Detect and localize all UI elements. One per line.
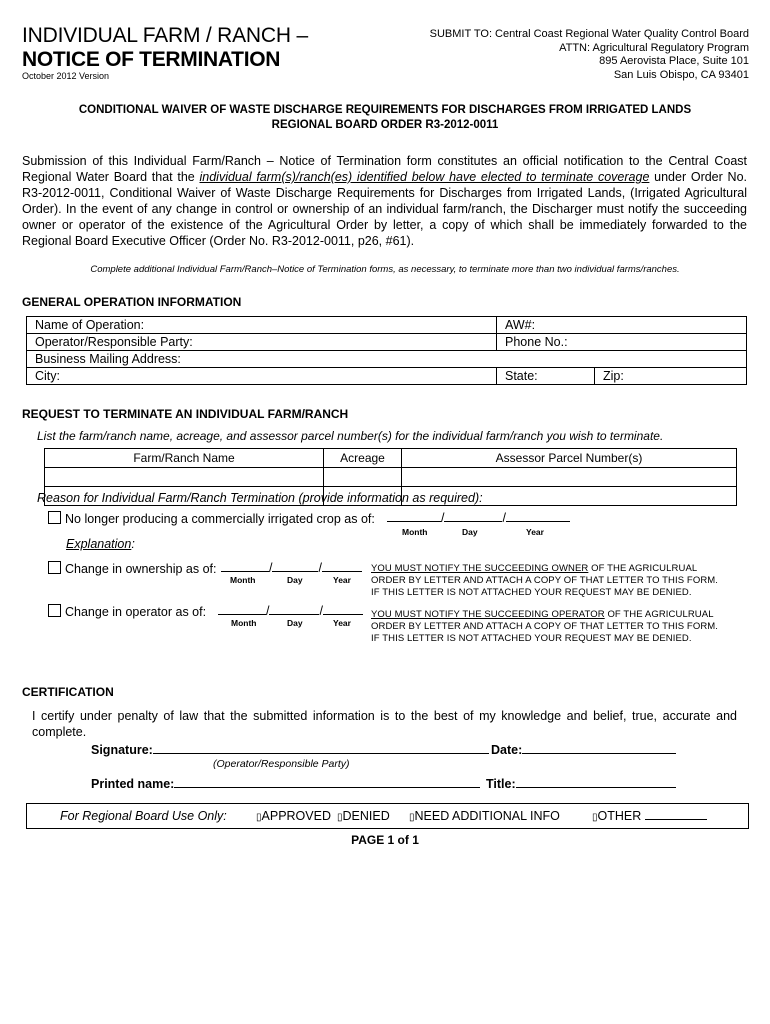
date-label: Date: bbox=[491, 743, 523, 757]
checkbox-glyph[interactable]: ▯ bbox=[256, 812, 262, 823]
checkbox-glyph[interactable]: ▯ bbox=[337, 812, 343, 823]
signature-line[interactable] bbox=[153, 753, 489, 754]
date-field-opt2[interactable] bbox=[221, 561, 362, 575]
reason-label: Reason for Individual Farm/Ranch Termination (provide information as required): bbox=[37, 491, 483, 505]
apn-cell[interactable] bbox=[402, 468, 737, 487]
date-field-opt3[interactable] bbox=[218, 604, 363, 618]
checkbox[interactable] bbox=[48, 511, 61, 524]
day-caption: Day bbox=[462, 527, 478, 537]
other-option[interactable] bbox=[592, 809, 707, 823]
slash: / bbox=[269, 561, 273, 575]
warning-emphasis: YOU MUST NOTIFY THE SUCCEEDING OWNER bbox=[371, 563, 589, 574]
other-label: OTHER bbox=[597, 809, 642, 823]
intro-underlined: individual farm(s)/ranch(es) identified below have elected to terminate coverage bbox=[199, 170, 650, 184]
slash: / bbox=[318, 561, 322, 575]
farm-name-cell[interactable] bbox=[45, 468, 324, 487]
column-header-acreage: Acreage bbox=[324, 449, 402, 468]
need-info-option[interactable] bbox=[409, 809, 560, 823]
slash: / bbox=[502, 511, 506, 525]
warning-text: ORDER BY LETTER AND ATTACH A COPY OF THAT LETTER TO THIS FORM. bbox=[371, 621, 719, 632]
submit-line: San Luis Obispo, CA 93401 bbox=[613, 68, 749, 81]
signature-caption: (Operator/Responsible Party) bbox=[213, 758, 350, 770]
slash: / bbox=[319, 604, 323, 618]
intro-paragraph bbox=[22, 153, 747, 249]
form-title-line1: INDIVIDUAL FARM / RANCH – bbox=[22, 24, 308, 47]
month-caption: Month bbox=[231, 618, 257, 628]
day-caption: Day bbox=[287, 618, 303, 628]
date-row[interactable] bbox=[491, 743, 676, 757]
page-number: PAGE 1 of 1 bbox=[351, 833, 419, 847]
general-operation-heading: GENERAL OPERATION INFORMATION bbox=[22, 295, 242, 309]
signature-label: Signature: bbox=[91, 743, 153, 757]
certification-text: I certify under penalty of law that the submitted information is to the best of my knowledge and belief, true, accurate and complete. bbox=[32, 709, 737, 739]
request-instruction: List the farm/ranch name, acreage, and assessor parcel number(s) for the individual farm/ranch you wish to terminate. bbox=[37, 429, 664, 443]
checkbox-glyph[interactable]: ▯ bbox=[409, 812, 415, 823]
column-header-farm-name: Farm/Ranch Name bbox=[45, 449, 324, 468]
slash: / bbox=[441, 511, 445, 525]
checkbox[interactable] bbox=[48, 604, 61, 617]
printed-name-line[interactable] bbox=[174, 787, 480, 788]
day-caption: Day bbox=[287, 575, 303, 585]
approved-label: APPROVED bbox=[261, 809, 331, 823]
phone-field[interactable]: Phone No.: bbox=[497, 334, 747, 351]
title-line[interactable] bbox=[516, 787, 676, 788]
general-operation-table bbox=[26, 316, 747, 385]
submit-line: 895 Aerovista Place, Suite 101 bbox=[599, 55, 749, 67]
ownership-warning bbox=[371, 563, 718, 599]
column-header-apn: Assessor Parcel Number(s) bbox=[402, 449, 737, 468]
aw-number-field[interactable]: AW#: bbox=[497, 317, 747, 334]
operator-field[interactable]: Operator/Responsible Party: bbox=[27, 334, 497, 351]
printed-name-label: Printed name: bbox=[91, 777, 175, 791]
submit-line: ATTN: Agricultural Regulatory Program bbox=[559, 41, 749, 54]
signature-row[interactable] bbox=[91, 743, 489, 757]
explanation-text: Explanation bbox=[66, 537, 132, 551]
intro-part2: under Order No. R3-2012-0011, Conditional Waiver of Waste Discharge Requirements for Discharges from Irrigated Lands, (Irrigated Agricultural Order). In the event of any change in control or ownership of an individual farm/ranch, the Discharger must notify the succeeding owner or operator of the existence of the Agricultural Order by letter, a copy of which shall be immediately forwarded to the Regional Board Executive Officer (Order No. R3-2012-0011, p26, #61). bbox=[22, 170, 747, 248]
acreage-cell[interactable] bbox=[324, 468, 402, 487]
title-label: Title: bbox=[486, 777, 516, 791]
slash: / bbox=[266, 604, 270, 618]
warning-text: IF THIS LETTER IS NOT ATTACHED YOUR REQUEST MAY BE DENIED. bbox=[371, 587, 692, 598]
approved-option[interactable] bbox=[256, 809, 331, 823]
option-label: Change in operator as of: bbox=[65, 605, 207, 619]
month-caption: Month bbox=[402, 527, 428, 537]
form-version: October 2012 Version bbox=[22, 71, 110, 81]
option-no-longer-producing[interactable] bbox=[48, 511, 375, 526]
warning-text: ORDER BY LETTER AND ATTACH A COPY OF THAT LETTER TO THIS FORM. bbox=[371, 575, 719, 586]
order-subtitle bbox=[0, 103, 770, 133]
form-title-line2: NOTICE OF TERMINATION bbox=[22, 48, 281, 71]
board-use-label: For Regional Board Use Only: bbox=[60, 809, 227, 823]
explanation-label bbox=[66, 537, 135, 551]
mailing-address-field[interactable]: Business Mailing Address: bbox=[27, 351, 747, 368]
certification-heading: CERTIFICATION bbox=[22, 685, 114, 699]
warning-text: IF THIS LETTER IS NOT ATTACHED YOUR REQUEST MAY BE DENIED. bbox=[371, 633, 692, 644]
warning-emphasis: YOU MUST NOTIFY THE SUCCEEDING OPERATOR bbox=[371, 609, 605, 620]
denied-option[interactable] bbox=[337, 809, 390, 823]
name-of-operation-field[interactable]: Name of Operation: bbox=[27, 317, 497, 334]
need-info-label: NEED ADDITIONAL INFO bbox=[414, 809, 560, 823]
request-heading: REQUEST TO TERMINATE AN INDIVIDUAL FARM/RANCH bbox=[22, 407, 349, 421]
intro-part1: Submission of this Individual Farm/Ranch – Notice of Termination form constitutes an official notification to the Central Coast Regional Water Board that the bbox=[22, 154, 747, 184]
year-caption: Year bbox=[526, 527, 544, 537]
option-label: Change in ownership as of: bbox=[65, 562, 217, 576]
submit-line: SUBMIT TO: Central Coast Regional Water Quality Control Board bbox=[429, 28, 749, 40]
year-caption: Year bbox=[333, 575, 351, 585]
checkbox[interactable] bbox=[48, 561, 61, 574]
date-field-opt1[interactable] bbox=[387, 511, 570, 525]
additional-forms-note: Complete additional Individual Farm/Ranch–Notice of Termination forms, as necessary, to terminate more than two individual farms/ranches. bbox=[90, 264, 680, 275]
operator-warning bbox=[371, 609, 718, 645]
month-caption: Month bbox=[230, 575, 256, 585]
zip-field[interactable]: Zip: bbox=[595, 368, 747, 385]
option-change-ownership[interactable] bbox=[48, 561, 216, 576]
checkbox-glyph[interactable]: ▯ bbox=[592, 812, 598, 823]
subtitle-line1: CONDITIONAL WAIVER OF WASTE DISCHARGE REQUIREMENTS FOR DISCHARGES FROM IRRIGATED LANDS bbox=[78, 104, 692, 116]
warning-text: OF THE AGRICULRUAL bbox=[604, 609, 714, 620]
state-field[interactable]: State: bbox=[497, 368, 595, 385]
subtitle-line2: REGIONAL BOARD ORDER R3-2012-0011 bbox=[271, 119, 499, 131]
explanation-colon: : bbox=[131, 537, 135, 551]
other-line[interactable] bbox=[645, 819, 707, 820]
denied-label: DENIED bbox=[342, 809, 390, 823]
board-use-box bbox=[26, 803, 749, 829]
warning-text: OF THE AGRICULRUAL bbox=[588, 563, 698, 574]
date-line[interactable] bbox=[522, 753, 676, 754]
city-field[interactable]: City: bbox=[27, 368, 497, 385]
option-change-operator[interactable] bbox=[48, 604, 206, 619]
title-row[interactable] bbox=[486, 777, 676, 791]
option-label: No longer producing a commercially irrigated crop as of: bbox=[65, 512, 375, 526]
year-caption: Year bbox=[333, 618, 351, 628]
printed-name-row[interactable] bbox=[91, 777, 480, 791]
submit-to-address bbox=[430, 28, 749, 82]
